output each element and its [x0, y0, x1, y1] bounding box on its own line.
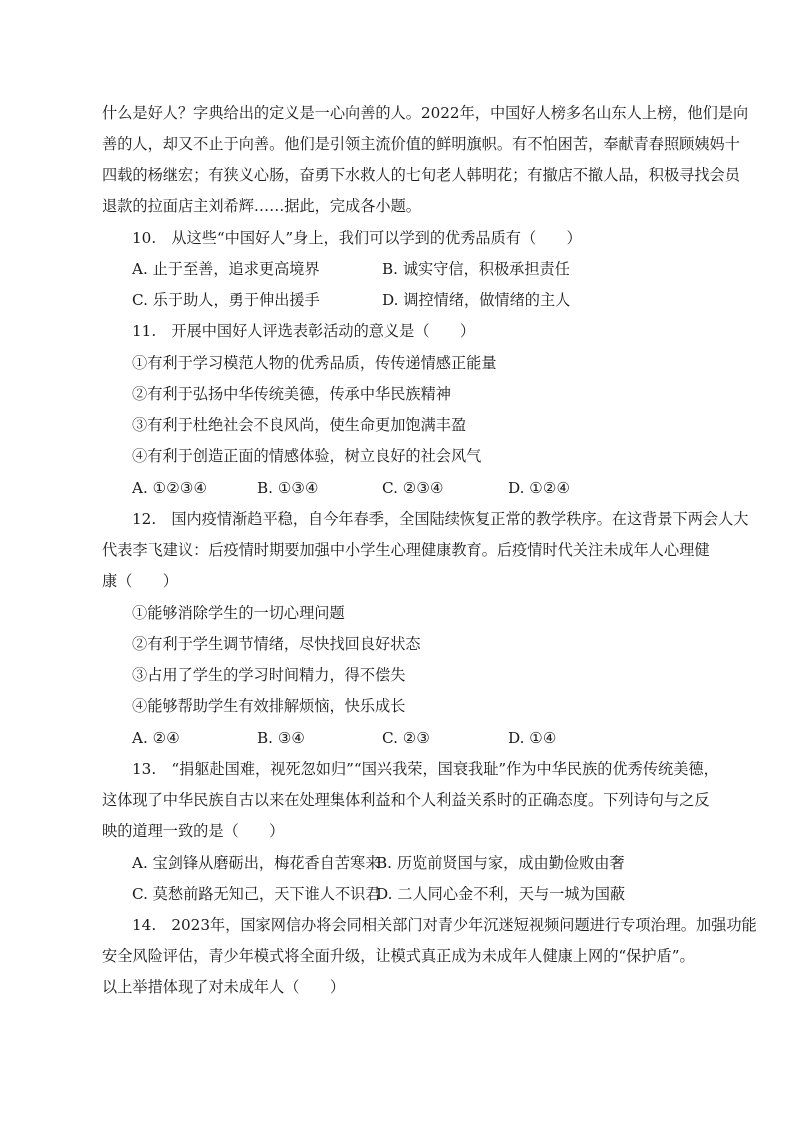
option-a: A. ②④ — [132, 729, 180, 747]
option-b: B. ①③④ — [257, 479, 319, 497]
question-stem: 13. “捐躯赴国难，视死忽如归”“国兴我荣，国衰我耻”作为中华民族的优秀传统美德， — [132, 760, 719, 778]
question-stem: 10. 从这些“中国好人”身上，我们可以学到的优秀品质有（ ） — [132, 229, 582, 247]
option-d: D. 调控情绪，做情绪的主人 — [382, 291, 571, 309]
option-c: C. 莫愁前路无知己，天下谁人不识君 — [132, 885, 381, 903]
option-b: B. 历览前贤国与家，成由勤俭败由奢 — [376, 854, 625, 872]
intro-line: 四载的杨继宏；有狭义心肠，奋勇下水救人的七旬老人韩明花；有撤店不撤人品，积极寻找会员 — [102, 166, 740, 184]
option-d: D. ①④ — [508, 729, 557, 747]
question-stem: 康（ ） — [102, 572, 178, 590]
question-stem: 代表李飞建议：后疫情时期要加强中小学生心理健康教育。后疫情时代关注未成年人心理健 — [102, 541, 710, 559]
intro-line: 退款的拉面店主刘希辉……据此，完成各小题。 — [102, 197, 421, 215]
question-stem: 安全风险评估，青少年模式将全面升级，让模式真正成为未成年人健康上网的“保护盾”。 — [102, 947, 695, 965]
question-stem: 14. 2023年，国家网信办将会同相关部门对青少年沉迷短视频问题进行专项治理。加强功能 — [132, 916, 757, 934]
option-c: C. ②③ — [382, 729, 430, 747]
option-a: A. ①②③④ — [132, 479, 208, 497]
statement-item: ④有利于创造正面的情感体验，树立良好的社会风气 — [132, 447, 482, 465]
option-b: B. ③④ — [257, 729, 306, 747]
statement-item: ①能够消除学生的一切心理问题 — [132, 604, 345, 622]
option-b: B. 诚实守信，积极承担责任 — [382, 260, 570, 278]
statement-item: ③有利于杜绝社会不良风尚，使生命更加饱满丰盈 — [132, 416, 467, 434]
statement-item: ①有利于学习模范人物的优秀品质，传传递情感正能量 — [132, 354, 497, 372]
option-c: C. ②③④ — [382, 479, 444, 497]
question-stem: 11. 开展中国好人评选表彰活动的意义是（ ） — [132, 322, 476, 340]
question-stem: 12. 国内疫情渐趋平稳，自今年春季，全国陆续恢复正常的教学秩序。在这背景下两会人大 — [132, 510, 749, 528]
statement-item: ③占用了学生的学习时间精力，得不偿失 — [132, 666, 406, 684]
option-d: D. ①②④ — [508, 479, 571, 497]
statement-item: ②有利于弘扬中华传统美德，传承中华民族精神 — [132, 385, 451, 403]
statement-item: ④能够帮助学生有效排解烦恼，快乐成长 — [132, 697, 406, 715]
intro-line: 善的人，却又不止于向善。他们是引领主流价值的鲜明旗帜。有不怕困苦，奉献青春照顾姨妈十 — [102, 135, 740, 153]
question-stem: 映的道理一致的是（ ） — [102, 822, 285, 840]
option-d: D. 二人同心金不利，天与一城为国蔽 — [376, 885, 626, 903]
intro-line: 什么是好人？字典给出的定义是一心向善的人。2022年，中国好人榜多名山东人上榜，他们是向 — [102, 104, 749, 122]
option-a: A. 宝剑锋从磨砺出，梅花香自苦寒来 — [132, 854, 381, 872]
question-stem: 以上举措体现了对未成年人（ ） — [102, 978, 345, 996]
question-stem: 这体现了中华民族自古以来在处理集体利益和个人利益关系时的正确态度。下列诗句与之反 — [102, 791, 710, 809]
option-c: C. 乐于助人，勇于伸出援手 — [132, 291, 320, 309]
statement-item: ②有利于学生调节情绪，尽快找回良好状态 — [132, 635, 421, 653]
option-a: A. 止于至善，追求更高境界 — [132, 260, 320, 278]
